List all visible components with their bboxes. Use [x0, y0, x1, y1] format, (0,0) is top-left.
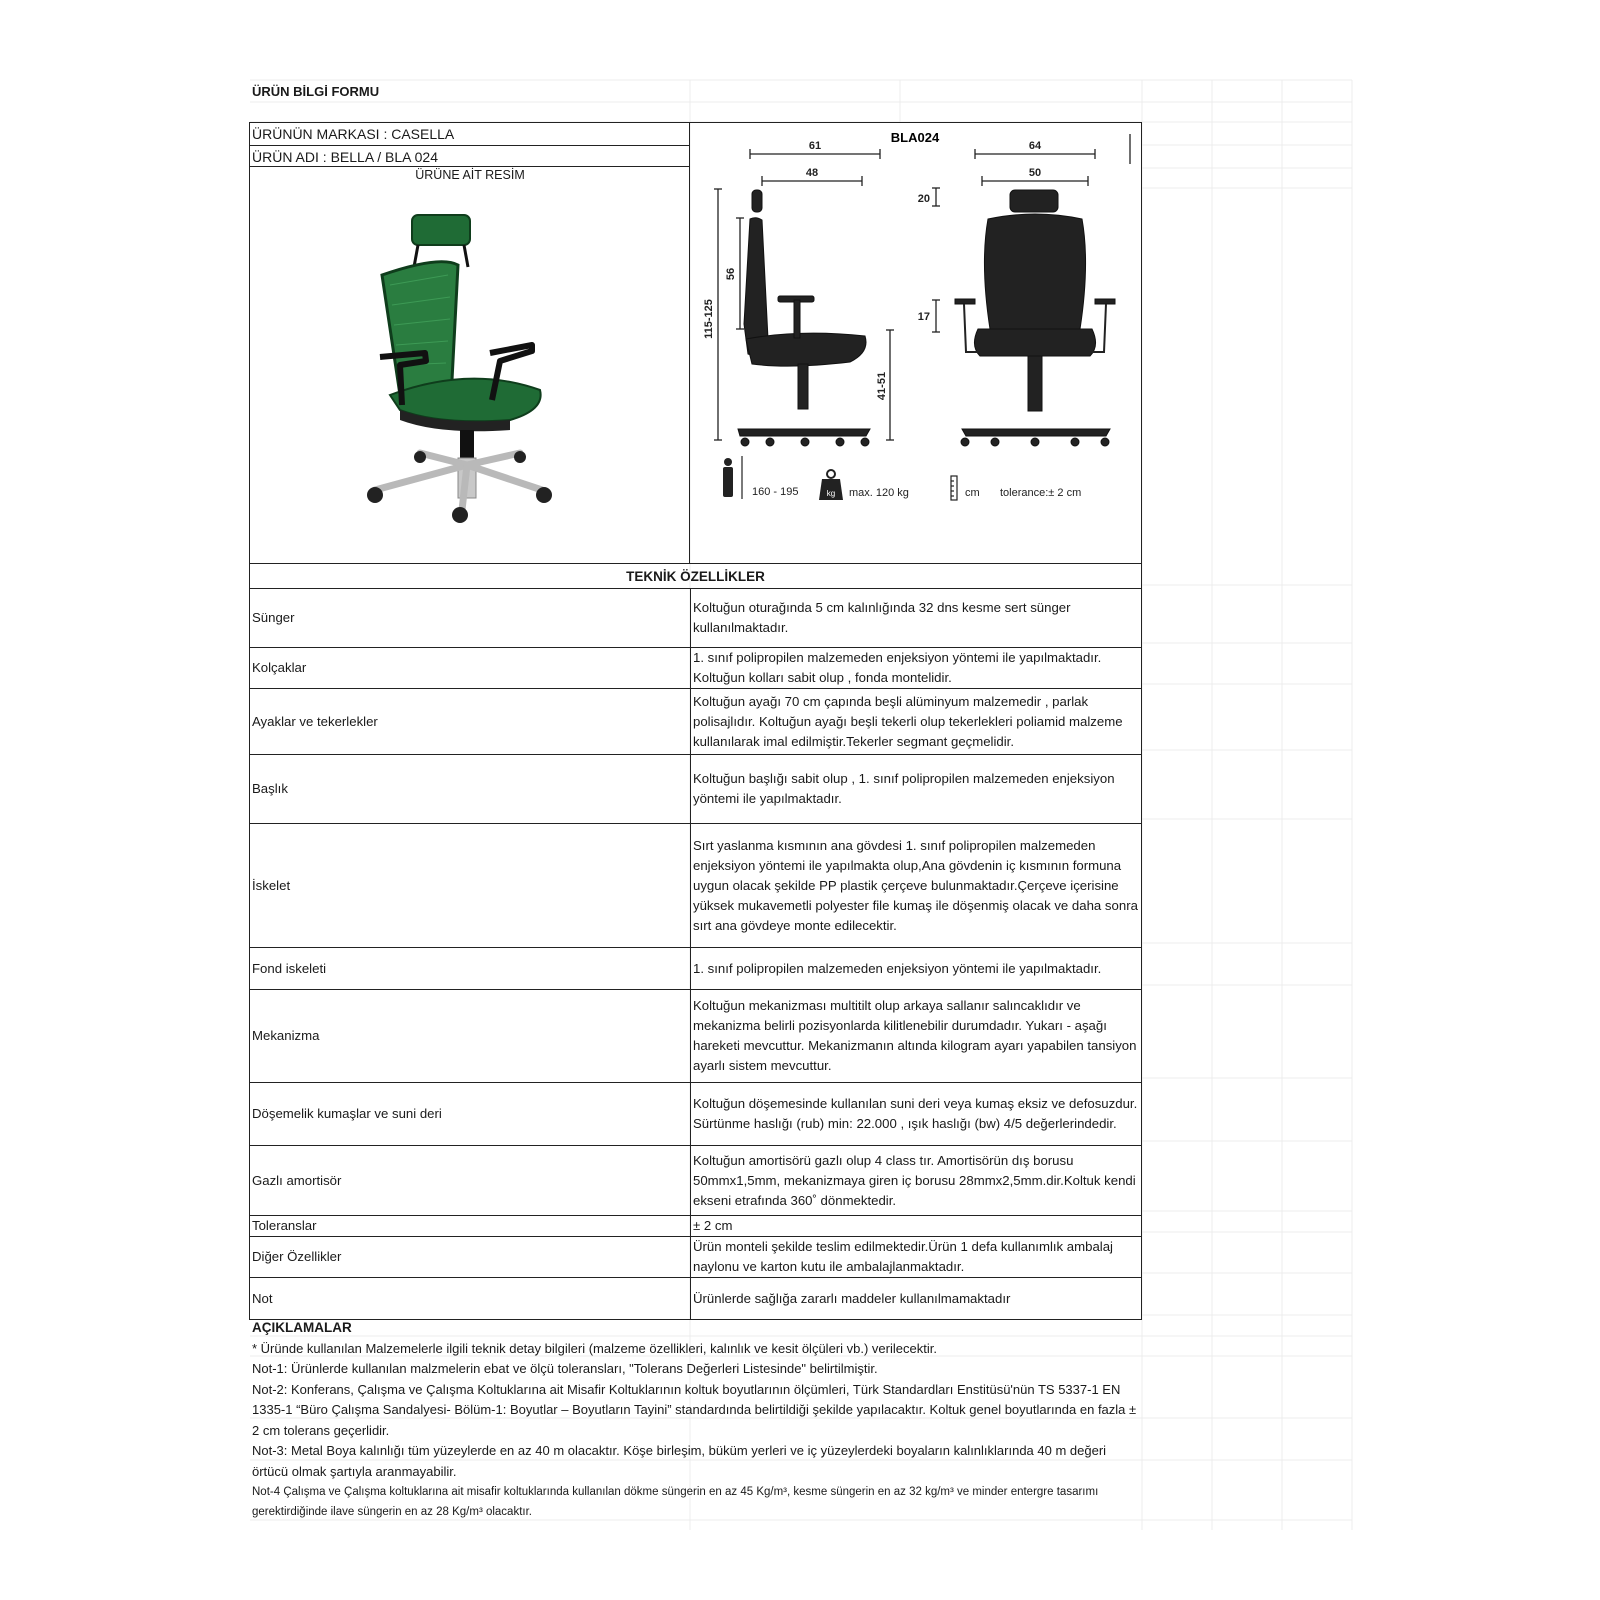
spec-value: Koltuğun amortisörü gazlı olup 4 class tır. Amortisörün dış borusu 50mmx1,5mm, mekanizmaya giren iç borusu 28mmx2,5mm.dir.Koltuk kendi ekseni etrafında 360˚ dönmektedir. [691, 1146, 1142, 1216]
dim-head: 20 [917, 193, 930, 205]
chair-photo [360, 205, 580, 535]
spec-heading: TEKNİK ÖZELLİKLER [250, 564, 1142, 589]
unit-label: cm [965, 487, 980, 499]
spec-value: Koltuğun döşemesinde kullanılan suni deri veya kumaş eksiz ve defosuzdur. Sürtünme haslığı (rub) min: 22.000 , ışık haslığı (bw) 4/5 değerlerindedir. [691, 1083, 1142, 1146]
spec-key: Gazlı amortisör [250, 1146, 691, 1216]
spec-value: Sırt yaslanma kısmının ana gövdesi 1. sınıf polipropilen malzemeden enjeksiyon yöntemi ile yapılmakta olup,Ana gövdenin iç kısmının formuna uygun olacak şekilde PP plastik çerçeve bulunmaktadır.Çerçeve içerisine yüksek mukavemetli polyester file kumaş ile döşenmiş olacak ve daha sonra sırt ana gövdeye monte edilecektir. [691, 824, 1142, 948]
photo-caption: ÜRÜNE AİT RESİM [415, 168, 525, 182]
brand-row-line [249, 145, 690, 146]
person-icon [723, 458, 733, 497]
dimension-diagram [690, 124, 1140, 524]
spec-value: 1. sınıf polipropilen malzemeden enjeksiyon yöntemi ile yapılmaktadır. Koltuğun kolları sabit olup , fonda montelidir. [691, 648, 1142, 689]
note-star: * Üründe kullanılan Malzemelerle ilgili teknik detay bilgileri (malzeme özellikleri, kalınlık ve kesit ölçüleri vb.) verilecektir. [252, 1340, 937, 1356]
spec-value: Ürünlerde sağlığa zararlı maddeler kullanılmamaktadır [691, 1278, 1142, 1320]
note-2: Not-2: Konferans, Çalışma ve Çalışma Koltuklarına ait Misafir Koltuklarının koltuk boyutlarının ölçümleri, Türk Standardları Enstitüsü'nün TS 5337-1 EN 1335-1 “Büro Çalışma Sandalyesi- Bölüm-1: Boyutlar – Boyutların Tayini” standardında belirtildiği şekilde yapılacaktır. Koltuk genel boyutlarında en fazla ± 2 cm tolerans geçerlidir. [252, 1381, 1137, 1438]
svg-text:kg: kg [826, 489, 836, 498]
spec-key: Başlık [250, 755, 691, 824]
spec-value: Koltuğun başlığı sabit olup , 1. sınıf polipropilen malzemeden enjeksiyon yöntemi ile yapılmaktadır. [691, 755, 1142, 824]
spec-key: Not [250, 1278, 691, 1320]
spec-table [249, 563, 1142, 1320]
dim-front-top: 64 [1028, 140, 1042, 152]
table-row [250, 1278, 1142, 1320]
table-row [250, 1146, 1142, 1216]
max-weight: max. 120 kg [849, 487, 909, 499]
table-row [250, 755, 1142, 824]
spec-value: Ürün monteli şekilde teslim edilmektedir.Ürün 1 defa kullanımlık ambalaj naylonu ve karton kutu ile ambalajlanmaktadır. [691, 1237, 1142, 1278]
spec-value: Koltuğun mekanizması multitilt olup arkaya sallanır salıncaklıdır ve mekanizma belirli pozisyonlarda kilitlenebilir durumdadır. Yukarı - aşağı hareketi mevcuttur. Mekanizmanın altında kilogram ayarı yapabilen tansiyon ayarlı sistem mevcuttur. [691, 990, 1142, 1083]
spec-value: 1. sınıf polipropilen malzemeden enjeksiyon yöntemi ile yapılmaktadır. [691, 948, 1142, 990]
user-height-range: 160 - 195 [752, 486, 799, 498]
tolerance-label: tolerance:± 2 cm [1000, 487, 1082, 499]
form-title: ÜRÜN BİLGİ FORMU [252, 84, 380, 99]
spec-value: ± 2 cm [691, 1216, 1142, 1237]
spec-key: Fond iskeleti [250, 948, 691, 990]
table-row [250, 689, 1142, 755]
dim-back: 56 [725, 267, 737, 281]
table-row [250, 648, 1142, 689]
dim-side-top: 61 [808, 140, 822, 152]
table-row [250, 1083, 1142, 1146]
notes-section [252, 1318, 1142, 1522]
table-row [250, 990, 1142, 1083]
dim-side-seat: 48 [805, 167, 819, 179]
spec-key: Diğer Özellikler [250, 1237, 691, 1278]
table-row [250, 948, 1142, 990]
spec-key: Sünger [250, 589, 691, 648]
note-3: Not-3: Metal Boya kalınlığı tüm yüzeylerde en az 40 m olacaktır. Köşe birleşim, büküm yerleri ve iç yüzeylerdeki boyaların kalınlıklarında 40 m değeri örtücü olmak şartıyla aranmayabilir. [252, 1443, 1107, 1479]
dim-total-height: 115-125 [703, 299, 715, 339]
dim-seat-height: 41-51 [876, 371, 888, 401]
dim-front-seat: 50 [1028, 167, 1042, 179]
spec-key: Mekanizma [250, 990, 691, 1083]
table-row [250, 589, 1142, 648]
dim-arm: 17 [917, 311, 930, 323]
brand-line: ÜRÜNÜN MARKASI : CASELLA [252, 126, 455, 142]
spec-key: İskelet [250, 824, 691, 948]
product-name-line: ÜRÜN ADI : BELLA / BLA 024 [252, 149, 438, 165]
spec-value: Koltuğun oturağında 5 cm kalınlığında 32 dns kesme sert sünger kullanılmaktadır. [691, 589, 1142, 648]
name-row-line [249, 166, 690, 167]
spec-key: Ayaklar ve tekerlekler [250, 689, 691, 755]
spec-key: Döşemelik kumaşlar ve suni deri [250, 1083, 691, 1146]
table-row [250, 1216, 1142, 1237]
spec-value: Koltuğun ayağı 70 cm çapında beşli alüminyum malzemedir , parlak polisajlıdır. Koltuğun ayağı beşli tekerli olup tekerlekleri poliamid malzeme kullanılarak imal edilmiştir.Tekerler segmant geçmelidir. [691, 689, 1142, 755]
note-4: Not-4 Çalışma ve Çalışma koltuklarına ait misafir koltuklarında kullanılan dökme süngerin en az 45 Kg/m³, kesme süngerin en az 32 kg/m³ ve minder entergre tasarımı gerektirdiğinde ilave süngerin en az 28 Kg/m³ olacaktır. [252, 1486, 1099, 1518]
weight-icon [819, 470, 843, 500]
spec-key: Toleranslar [250, 1216, 691, 1237]
table-row [250, 824, 1142, 948]
spec-key: Kolçaklar [250, 648, 691, 689]
note-1: Not-1: Ürünlerde kullanılan malzmelerin ebat ve ölçü toleransları, "Tolerans Değerleri Listesinde" belirtilmiştir. [252, 1361, 878, 1376]
table-row [250, 1237, 1142, 1278]
ruler-icon [951, 476, 957, 500]
model-code: BLA024 [890, 130, 940, 145]
notes-heading: AÇIKLAMALAR [252, 1320, 352, 1335]
